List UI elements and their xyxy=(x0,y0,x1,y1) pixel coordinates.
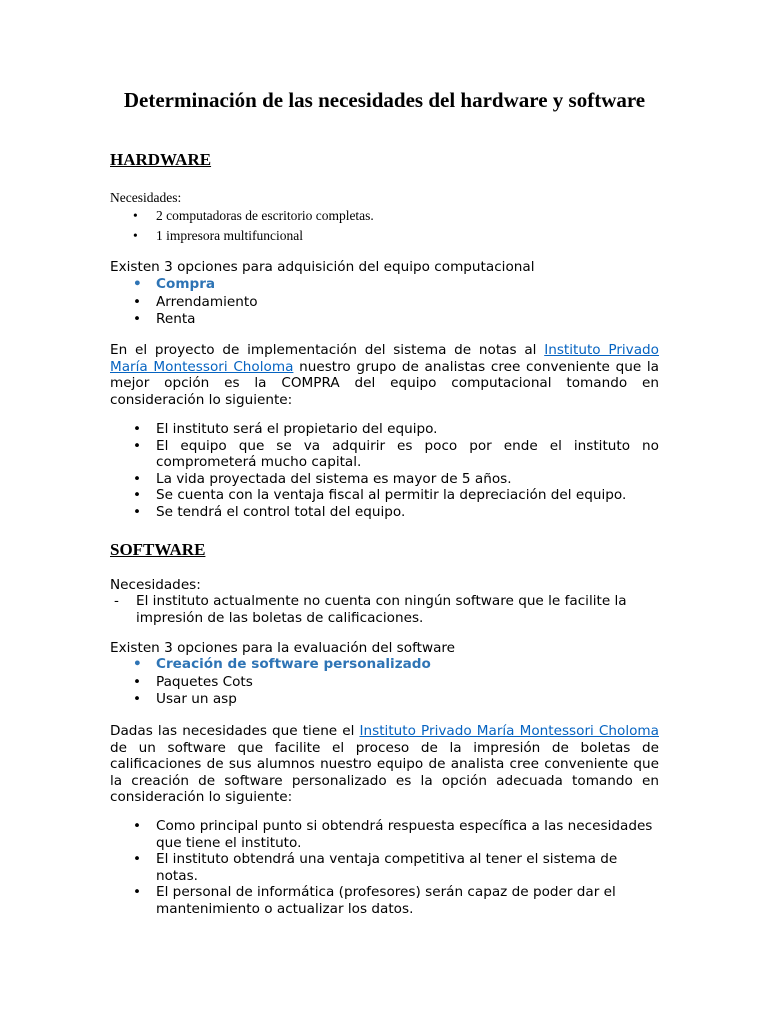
bullet-icon: • xyxy=(133,208,138,223)
list-item: • 1 impresora multifuncional xyxy=(110,226,659,246)
list-item: • Paquetes Cots xyxy=(133,673,253,690)
list-item: • Se cuenta con la ventaja fiscal al permitir la depreciación del equipo. xyxy=(133,487,627,503)
bullet-icon: • xyxy=(133,311,142,327)
bullet-icon: • xyxy=(133,470,142,487)
bullet-icon: • xyxy=(133,691,142,707)
list-item: • Renta xyxy=(133,311,196,327)
software-heading: SOFTWARE xyxy=(110,540,206,559)
bullet-icon: • xyxy=(133,673,142,690)
bullet-icon: • xyxy=(133,293,142,310)
institute-link[interactable]: Instituto Privado María Montessori Choloma xyxy=(359,723,659,739)
bullet-icon: • xyxy=(133,487,142,503)
bullet-icon: • xyxy=(133,656,142,672)
list-item: • Compra xyxy=(133,276,216,292)
hardware-reasons-list xyxy=(110,421,659,520)
list-item: • Arrendamiento xyxy=(133,293,258,310)
list-item: • La vida proyectada del sistema es mayor de 5 años. xyxy=(133,470,512,487)
bullet-icon: • xyxy=(133,818,142,834)
list-item: • Se tendrá el control total del equipo. xyxy=(133,503,406,520)
hardware-options-list xyxy=(110,276,659,329)
list-item: • Usar un asp xyxy=(133,691,237,707)
bullet-icon: • xyxy=(133,276,142,292)
bullet-icon: • xyxy=(133,851,142,867)
institute-link[interactable]: Instituto Privado María Montessori Choloma xyxy=(110,342,660,375)
hardware-needs-label: Necesidades: xyxy=(110,190,182,205)
software-options-intro: Existen 3 opciones para la evaluación del software xyxy=(110,640,456,656)
bullet-icon: • xyxy=(133,884,142,900)
hardware-paragraph: En el proyecto de implementación del sistema de notas al Instituto Privado María Montessori Choloma nuestro grupo de analistas cree conveniente que la mejor opción es la COMPRA del equipo computacional tomando en consideración lo siguiente: xyxy=(110,342,660,408)
list-item: - El instituto actualmente no cuenta con ningún software que le facilite la impresión de las boletas de calificaciones. xyxy=(114,593,627,626)
list-item: • El personal de informática (profesores) serán capaz de poder dar el mantenimiento o actualizar los datos. xyxy=(133,884,616,917)
bullet-icon: • xyxy=(133,437,142,454)
software-needs-list xyxy=(110,593,659,626)
bullet-icon: • xyxy=(133,421,142,437)
software-paragraph: Dadas las necesidades que tiene el Instituto Privado María Montessori Choloma de un software que facilite el proceso de la impresión de boletas de calificaciones de sus alumnos nuestro equipo de analista cree conveniente que la creación de software personalizado es la opción adecuada tomando en consideración lo siguiente: xyxy=(110,723,659,805)
document-title: Determinación de las necesidades del hardware y software xyxy=(123,88,646,112)
software-options-list xyxy=(110,656,659,709)
list-item: • 2 computadoras de escritorio completas. xyxy=(110,206,659,226)
bullet-icon: • xyxy=(133,228,138,243)
hardware-heading: HARDWARE xyxy=(110,150,212,169)
hardware-needs-list xyxy=(110,206,659,246)
list-item: • Como principal punto si obtendrá respuesta específica a las necesidades que tiene el instituto. xyxy=(133,818,653,851)
dash-icon: - xyxy=(114,593,119,609)
software-needs-label: Necesidades: xyxy=(110,577,201,593)
list-item: • Creación de software personalizado xyxy=(133,656,431,672)
list-item: • El equipo que se va adquirir es poco por ende el instituto no comprometerá mucho capital. xyxy=(133,437,659,470)
hardware-options-intro: Existen 3 opciones para adquisición del equipo computacional xyxy=(110,259,535,275)
list-item: • El instituto será el propietario del equipo. xyxy=(133,421,438,437)
bullet-icon: • xyxy=(133,503,142,520)
list-item: • El instituto obtendrá una ventaja competitiva al tener el sistema de notas. xyxy=(133,851,618,884)
software-reasons-list xyxy=(110,818,659,917)
